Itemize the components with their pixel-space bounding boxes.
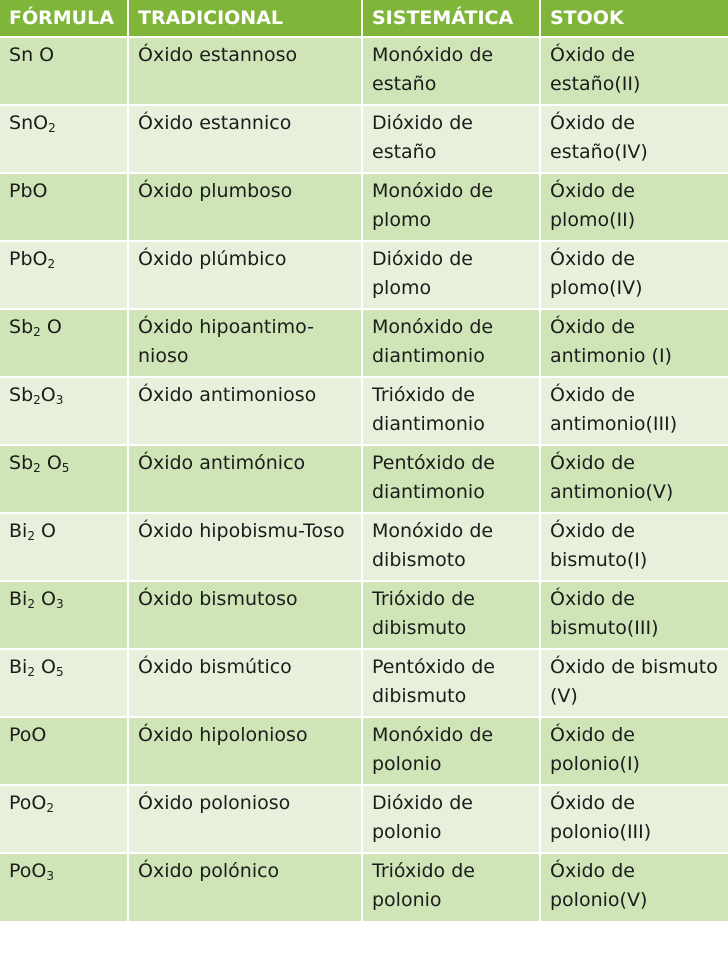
cell-stook: Óxido de plomo(II) [540, 173, 728, 241]
header-formula: FÓRMULA [0, 0, 128, 37]
cell-stook: Óxido de polonio(III) [540, 785, 728, 853]
table-row [0, 717, 728, 785]
header-sistematica: SISTEMÁTICA [362, 0, 540, 37]
cell-formula: $Sb_2$ O [0, 309, 128, 377]
table-row [0, 37, 728, 105]
cell-sistematica: Dióxido de plomo [362, 241, 540, 309]
cell-sistematica: Dióxido de estaño [362, 105, 540, 173]
cell-sistematica: Monóxido de polonio [362, 717, 540, 785]
cell-tradicional: Óxido plúmbico [128, 241, 362, 309]
cell-formula: PbO$_2$ [0, 241, 128, 309]
cell-tradicional: Óxido hipoantimo-nioso [128, 309, 362, 377]
cell-sistematica: Monóxido de estaño [362, 37, 540, 105]
cell-stook: Óxido de antimonio (I) [540, 309, 728, 377]
cell-stook: Óxido de antimonio(V) [540, 445, 728, 513]
cell-tradicional: Óxido polónico [128, 853, 362, 921]
cell-tradicional: Óxido plumboso [128, 173, 362, 241]
cell-tradicional: Óxido bismútico [128, 649, 362, 717]
cell-formula: $Bi_2$ $O_5$ [0, 649, 128, 717]
cell-sistematica: Dióxido de polonio [362, 785, 540, 853]
cell-tradicional: Óxido hipolonioso [128, 717, 362, 785]
cell-stook: Óxido de antimonio(III) [540, 377, 728, 445]
cell-stook: Óxido de estaño(IV) [540, 105, 728, 173]
cell-tradicional: Óxido estannoso [128, 37, 362, 105]
table-row [0, 785, 728, 853]
table-row [0, 377, 728, 445]
cell-stook: Óxido de polonio(V) [540, 853, 728, 921]
cell-sistematica: Trióxido de dibismuto [362, 581, 540, 649]
table-row [0, 105, 728, 173]
cell-formula: $Bi_2$ O [0, 513, 128, 581]
cell-stook: Óxido de estaño(II) [540, 37, 728, 105]
cell-tradicional: Óxido antimónico [128, 445, 362, 513]
table-body [0, 37, 728, 921]
cell-tradicional: Óxido bismutoso [128, 581, 362, 649]
cell-sistematica: Pentóxido de dibismuto [362, 649, 540, 717]
cell-sistematica: Pentóxido de diantimonio [362, 445, 540, 513]
cell-sistematica: Trióxido de diantimonio [362, 377, 540, 445]
cell-sistematica: Monóxido de plomo [362, 173, 540, 241]
cell-formula: PoO$_2$ [0, 785, 128, 853]
cell-stook: Óxido de bismuto(I) [540, 513, 728, 581]
header-tradicional: TRADICIONAL [128, 0, 362, 37]
table-row [0, 649, 728, 717]
cell-stook: Óxido de bismuto(III) [540, 581, 728, 649]
header-row [0, 0, 728, 37]
cell-sistematica: Trióxido de polonio [362, 853, 540, 921]
cell-formula: Sn O [0, 37, 128, 105]
cell-tradicional: Óxido estannico [128, 105, 362, 173]
cell-tradicional: Óxido hipobismu-Toso [128, 513, 362, 581]
cell-tradicional: Óxido polonioso [128, 785, 362, 853]
cell-formula: $Sb_2$ $O_5$ [0, 445, 128, 513]
table-row [0, 445, 728, 513]
cell-tradicional: Óxido antimonioso [128, 377, 362, 445]
cell-formula: SnO$_2$ [0, 105, 128, 173]
header-stook: STOOK [540, 0, 728, 37]
cell-formula: PbO [0, 173, 128, 241]
cell-sistematica: Monóxido de diantimonio [362, 309, 540, 377]
table-row [0, 241, 728, 309]
cell-stook: Óxido de plomo(IV) [540, 241, 728, 309]
table-row [0, 513, 728, 581]
cell-formula: $Bi_2$ $O_3$ [0, 581, 128, 649]
cell-formula: PoO$_3$ [0, 853, 128, 921]
cell-formula: PoO [0, 717, 128, 785]
cell-stook: Óxido de polonio(I) [540, 717, 728, 785]
table-row [0, 853, 728, 921]
cell-sistematica: Monóxido de dibismoto [362, 513, 540, 581]
cell-formula: $Sb_2O_3$ [0, 377, 128, 445]
table-row [0, 173, 728, 241]
table-row [0, 309, 728, 377]
cell-stook: Óxido de bismuto (V) [540, 649, 728, 717]
table-row [0, 581, 728, 649]
